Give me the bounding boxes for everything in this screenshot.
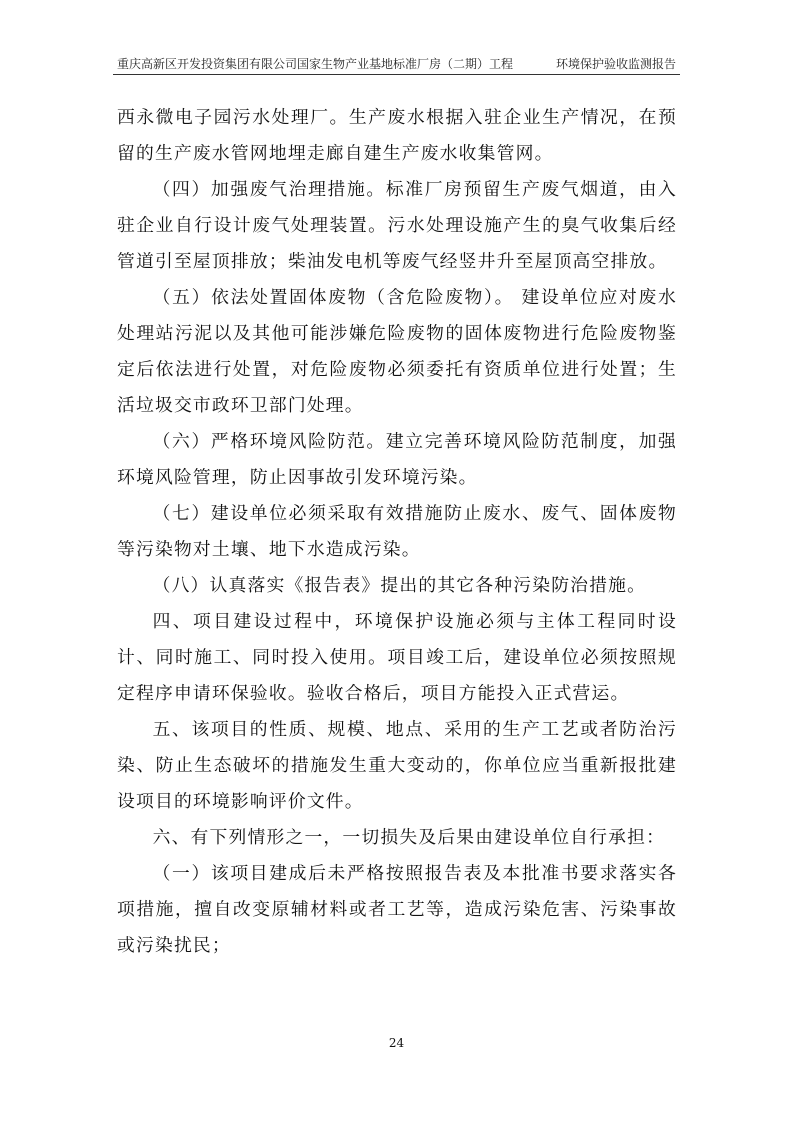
document-body [117, 100, 677, 964]
paragraph-section-6-item-1: （一）该项目建成后未严格按照报告表及本批准书要求落实各项措施，擅自改变原辅材料或者工艺等，造成污染危害、污染事故或污染扰民； [117, 863, 677, 956]
page-number: 24 [388, 1036, 405, 1050]
header-project-title: 重庆高新区开发投资集团有限公司国家生物产业基地标准厂房（二期）工程 [117, 57, 514, 71]
header-report-title: 环境保护验收监测报告 [555, 57, 676, 71]
paragraph-item-5-solid-waste: （五）依法处置固体废物（含危险废物）。 建设单位应对废水处理站污泥以及其他可能涉嫌危险废物的固体废物进行危险废物鉴定后依法进行处置，对危险废物必须委托有资质单位进行处置；生活垃圾交市政环卫部门处理。 [117, 287, 677, 416]
paragraph-item-8-other-measures: （八）认真落实《报告表》提出的其它各种污染防治措施。 [152, 575, 647, 596]
paragraph-continuation: 西永微电子园污水处理厂。生产废水根据入驻企业生产情况，在预留的生产废水管网地埋走廊自建生产废水收集管网。 [117, 107, 677, 164]
paragraph-item-6-risk-prevention: （六）严格环境风险防范。建立完善环境风险防范制度，加强环境风险管理，防止因事故引发环境污染。 [117, 431, 677, 488]
paragraph-section-5-major-changes: 五、该项目的性质、规模、地点、采用的生产工艺或者防治污染、防止生态破坏的措施发生重大变动的，你单位应当重新报批建设项目的环境影响评价文件。 [117, 719, 677, 812]
paragraph-item-7-soil-groundwater: （七）建设单位必须采取有效措施防止废水、废气、固体废物等污染物对土壤、地下水造成污染。 [117, 503, 677, 560]
paragraph-section-4-three-simultaneous: 四、项目建设过程中，环境保护设施必须与主体工程同时设计、同时施工、同时投入使用。项目竣工后，建设单位必须按照规定程序申请环保验收。验收合格后，项目方能投入正式营运。 [117, 611, 677, 704]
paragraph-section-6-liability: 六、有下列情形之一，一切损失及后果由建设单位自行承担： [152, 827, 666, 848]
header-divider [113, 74, 680, 75]
paragraph-item-4-exhaust-gas: （四）加强废气治理措施。标准厂房预留生产废气烟道，由入驻企业自行设计废气处理装置。污水处理设施产生的臭气收集后经管道引至屋顶排放；柴油发电机等废气经竖井升至屋顶高空排放。 [117, 179, 677, 272]
page-header [117, 54, 676, 72]
